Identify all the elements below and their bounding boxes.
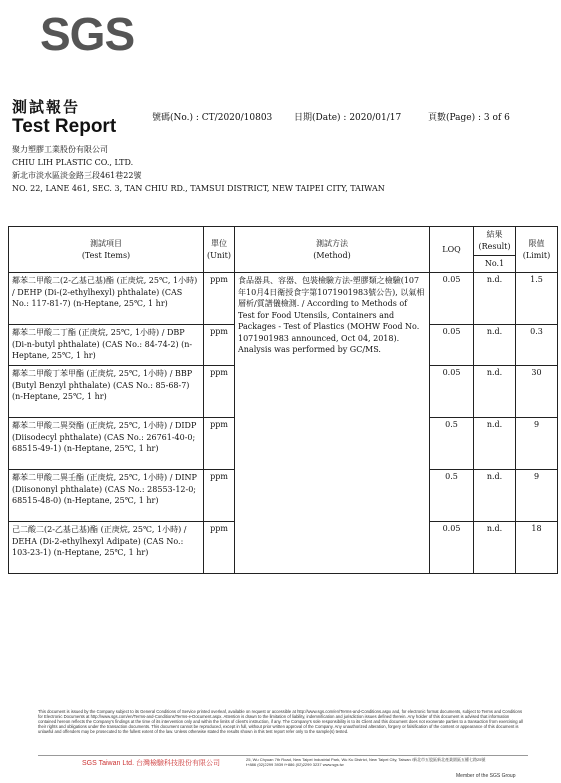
limit-cell: 0.3 — [516, 325, 558, 366]
loq-cell: 0.05 — [430, 522, 474, 574]
footer-address: 25, Wu Chyuan 7th Road, New Taipei Industrial Park, Wu Ku District, New Taipei City, Taiwan /新北市五股區新北產業園區五權七路25號 — [246, 757, 486, 762]
footer-address-block — [246, 757, 485, 767]
client-name-en: CHIU LIH PLASTIC CO., LTD. — [12, 158, 134, 167]
result-cell: n.d. — [474, 418, 516, 470]
header-unit-en: (Unit) — [207, 250, 231, 260]
loq-cell: 0.05 — [430, 325, 474, 366]
test-item: 鄰苯二甲酸二(2-乙基己基)酯 (正庚烷, 25℃, 1小時) / DEHP (Di-(2-ethylhexyl) phthalate) (CAS No.: 117-81-7) (n-Heptane, 25℃, 1 hr) — [9, 273, 204, 325]
header-method-en: (Method) — [313, 250, 351, 260]
result-cell: n.d. — [474, 273, 516, 325]
loq-cell: 0.05 — [430, 366, 474, 418]
test-item: 鄰苯二甲酸丁苯甲酯 (正庚烷, 25℃, 1小時) / BBP (Butyl Benzyl phthalate) (CAS No.: 85-68-7) (n-Heptane, 25℃, 1 hr) — [9, 366, 204, 418]
results-table — [8, 226, 558, 574]
report-date — [294, 110, 401, 123]
method-cell: 食品器具、容器、包裝檢驗方法-塑膠類之檢驗(107年10月4日衛授食字第1071901983號公告), 以氣相層析/質譜儀檢測. / According to Methods of Test for Food Utensils, Containers and Packages - Test of Plastics (MOHW Food No. 1071901983 announced, Oct 04, 2018). Analysis was performed by GC/MS. — [235, 273, 430, 574]
page-value: 3 of 6 — [483, 113, 510, 123]
limit-cell: 9 — [516, 470, 558, 522]
result-cell: n.d. — [474, 366, 516, 418]
test-item: 鄰苯二甲酸二異癸酯 (正庚烷, 25℃, 1小時) / DIDP (Diisodecyl phthalate) (CAS No.: 26761-40-0; 68515-49-1) (n-Heptane, 25℃, 1 hr) — [9, 418, 204, 470]
loq-cell: 0.5 — [430, 470, 474, 522]
header-result-no: No.1 — [474, 256, 516, 273]
report-title-cn: 測試報告 — [12, 98, 81, 116]
footer-disclaimer: This document is issued by the Company subject to its General Conditions of Service printed overleaf, available on request or accessible at http://www.sgs.com/en/Terms-and-Conditions.aspx and, for electronic format documents, subject to Terms and Conditions for Electronic Documents at http://www.sgs.com/en/Terms-and-Conditions/Terms-e-Document.aspx. Attention is drawn to the limitation of liability, indemnification and jurisdiction issues defined therein. Any holder of this document is advised that information contained hereon reflects the Company's findings at the time of its intervention only and within the limits of client's instruction, if any. The Company's sole responsibility is to its Client and this document does not exonerate parties to a transaction from exercising all their rights and obligations under the transaction documents. This document cannot be reproduced, except in full, without prior written approval of the Company. Any unauthorized alteration, forgery or falsification of the content or appearance of this document is unlawful and offenders may be prosecuted to the fullest extent of the law. Unless otherwise stated the results shown in this test report refer only to the sample(s) tested. — [38, 709, 523, 734]
header-limit-en: (Limit) — [522, 250, 551, 260]
header-unit — [204, 227, 235, 273]
loq-cell: 0.05 — [430, 273, 474, 325]
table-row — [9, 273, 558, 325]
header-limit — [516, 227, 558, 273]
client-name-cn: 聚力塑膠工業股份有限公司 — [12, 145, 108, 154]
result-cell: n.d. — [474, 325, 516, 366]
client-address-cn: 新北市淡水區淡金路三段461巷22號 — [12, 171, 142, 180]
unit-cell: ppm — [204, 418, 235, 470]
report-title-en: Test Report — [12, 116, 117, 137]
limit-cell: 9 — [516, 418, 558, 470]
date-label: 日期(Date) : — [294, 113, 347, 123]
svg-text:SGS: SGS — [40, 8, 135, 58]
header-method — [235, 227, 430, 273]
header-loq: LOQ — [430, 227, 474, 273]
date-value: 2020/01/17 — [349, 113, 402, 123]
footer-company: SGS Taiwan Ltd. 台灣檢驗科技股份有限公司 — [82, 760, 220, 767]
limit-cell: 1.5 — [516, 273, 558, 325]
page-label: 頁數(Page) : — [428, 113, 482, 123]
header-method-cn: 測試方法 — [316, 238, 348, 248]
header-result — [474, 227, 516, 256]
unit-cell: ppm — [204, 325, 235, 366]
header-test-items-en: (Test Items) — [81, 250, 131, 260]
report-number — [152, 110, 272, 123]
unit-cell: ppm — [204, 273, 235, 325]
header-test-items-cn: 測試項目 — [90, 238, 122, 248]
header-unit-cn: 單位 — [211, 238, 227, 248]
limit-cell: 18 — [516, 522, 558, 574]
footer-phone: t+886 (02)2299 3939 f+886 (02)2299 3237 www.sgs.tw — [246, 762, 344, 767]
test-item: 鄰苯二甲酸二丁酯 (正庚烷, 25℃, 1小時) / DBP (Di-n-butyl phthalate) (CAS No.: 84-74-2) (n-Heptane, 25℃, 1 hr) — [9, 325, 204, 366]
footer-divider — [38, 755, 528, 756]
header-limit-cn: 限值 — [528, 238, 545, 248]
result-cell: n.d. — [474, 470, 516, 522]
header-result-en: (Result) — [478, 242, 511, 251]
unit-cell: ppm — [204, 366, 235, 418]
unit-cell: ppm — [204, 470, 235, 522]
unit-cell: ppm — [204, 522, 235, 574]
footer-member: Member of the SGS Group — [456, 773, 516, 779]
sgs-logo — [40, 8, 140, 58]
header-result-cn: 結果 — [486, 230, 503, 239]
test-item: 己二酸二(2-乙基己基)酯 (正庚烷, 25℃, 1小時) / DEHA (Di-2-ethylhexyl Adipate) (CAS No.: 103-23-1) (n-Heptane, 25℃, 1 hr) — [9, 522, 204, 574]
header-test-items — [9, 227, 204, 273]
result-cell: n.d. — [474, 522, 516, 574]
report-page — [428, 110, 510, 123]
client-address-en: NO. 22, LANE 461, SEC. 3, TAN CHIU RD., TAMSUI DISTRICT, NEW TAIPEI CITY, TAIWAN — [12, 184, 385, 193]
test-item: 鄰苯二甲酸二異壬酯 (正庚烷, 25℃, 1小時) / DINP (Diisononyl phthalate) (CAS No.: 28553-12-0; 68515-48-0) (n-Heptane, 25℃, 1 hr) — [9, 470, 204, 522]
loq-cell: 0.5 — [430, 418, 474, 470]
report-no-label: 號碼(No.) : — [152, 113, 199, 123]
limit-cell: 30 — [516, 366, 558, 418]
report-no-value: CT/2020/10803 — [201, 113, 273, 123]
